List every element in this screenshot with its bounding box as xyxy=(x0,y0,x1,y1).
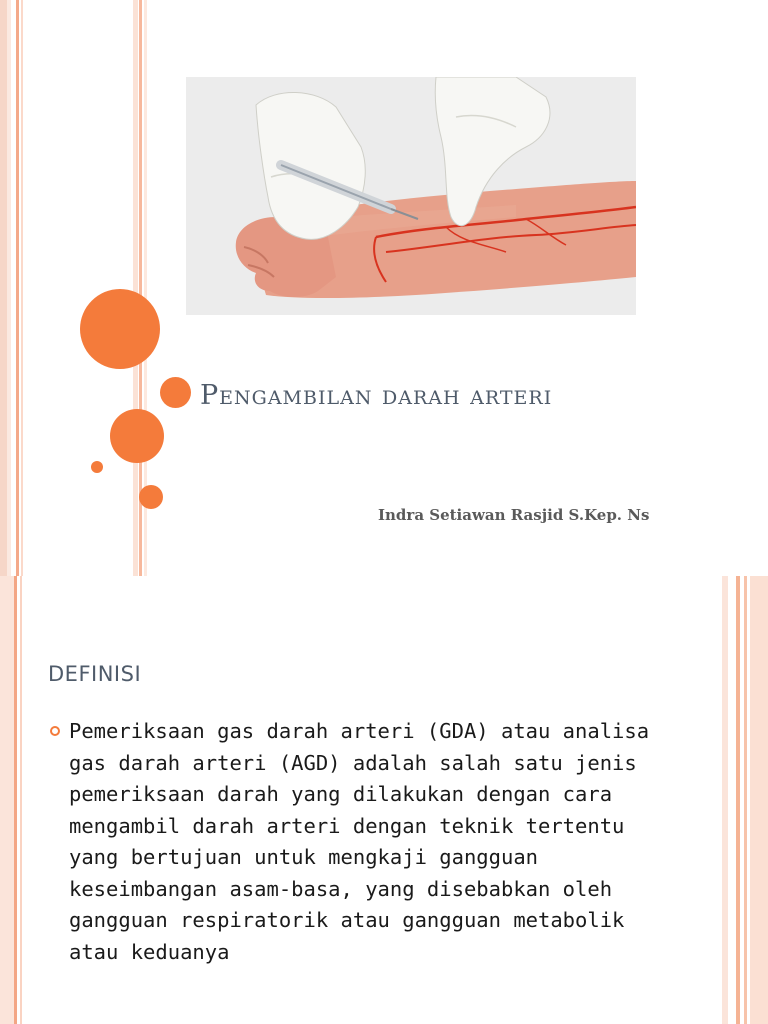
decor-stripe xyxy=(750,576,768,1024)
decor-stripe xyxy=(7,0,11,576)
decor-stripe xyxy=(722,576,728,1024)
decor-stripe xyxy=(21,0,23,576)
decor-stripe xyxy=(16,0,19,576)
decor-circle-small xyxy=(160,377,191,408)
decor-stripe xyxy=(133,0,138,576)
decor-stripe xyxy=(744,576,747,1024)
section-heading: DEFINISI xyxy=(48,662,142,686)
decor-circle-large xyxy=(80,289,160,369)
decor-circle-small xyxy=(139,485,163,509)
bullet-circle-icon xyxy=(50,726,60,736)
definition-text: Pemeriksaan gas darah arteri (GDA) atau analisa gas darah arteri (AGD) adalah salah satu jenis pemeriksaan darah yang dilakukan dengan cara mengambil darah arteri dengan teknik tertentu yang bertujuan untuk mengkaji gangguan keseimbangan asam-basa, yang disebabkan oleh gangguan respiratorik atau gangguan metabolik atau keduanya xyxy=(69,719,650,964)
decor-stripe xyxy=(0,576,14,1024)
decor-circle-tiny xyxy=(91,461,103,473)
decor-stripe xyxy=(20,576,22,1024)
decor-stripe xyxy=(14,576,17,1024)
decor-circle-medium xyxy=(110,409,164,463)
content-slide xyxy=(0,576,768,1024)
decor-stripe xyxy=(736,576,740,1024)
author-name: Indra Setiawan Rasjid S.Kep. Ns xyxy=(378,506,650,524)
arterial-blood-draw-photo xyxy=(186,77,636,315)
slide-title: Pengambilan darah arteri xyxy=(200,380,553,411)
decor-stripe xyxy=(0,0,7,576)
